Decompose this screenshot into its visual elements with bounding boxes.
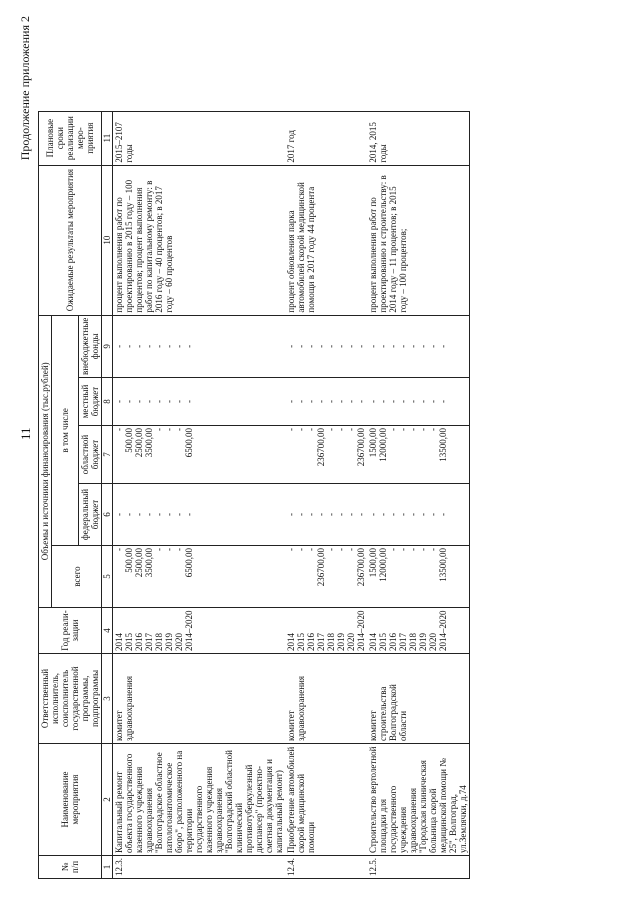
federal-value: - — [316, 513, 326, 516]
col-number: 1 — [102, 856, 113, 879]
federal-value: - — [124, 513, 134, 516]
expected-results: процент обновления парка автомобилей скорой медицинской помощи в 2017 году 44 процента — [285, 165, 367, 315]
total-value: - — [164, 548, 174, 551]
header-local: местный бюджет — [79, 378, 102, 426]
header-including: в том числе — [52, 315, 79, 545]
local-value: - — [326, 400, 336, 403]
federal — [285, 484, 367, 546]
years-value: 2018 — [408, 633, 418, 651]
years — [285, 608, 367, 654]
federal-value: - — [306, 513, 316, 516]
years-value: 2015 — [296, 633, 306, 651]
header-federal: федеральный бюджет — [79, 484, 102, 546]
local-value: - — [398, 400, 408, 403]
planned-term: 2014, 2015 годы — [367, 111, 470, 165]
measure-name: Капитальный ремонт объекта государственного казенного учреждения здравоохранения "Волгоградское областное патологоанатомическое бюро", расположенного на территории государственного казенного учреждения здравоохранения "Волгоградский областной клинический противотуберкулезный диспансер" (проектно-сметная документация и капитальный ремонт) — [113, 744, 286, 856]
table-row — [113, 111, 286, 878]
regional-value: - — [418, 428, 428, 431]
federal — [367, 484, 470, 546]
measures-table — [38, 111, 470, 879]
local-value: - — [356, 400, 366, 403]
federal-value: - — [154, 513, 164, 516]
years-value: 2017 — [398, 633, 408, 651]
regional-value: 236700,00 — [356, 428, 366, 467]
local-value: - — [306, 400, 316, 403]
local-value: - — [336, 400, 346, 403]
header-results: Ожидаемые результаты мероприятия — [39, 165, 102, 315]
local-value: - — [134, 400, 144, 403]
column-numbers-row — [102, 111, 113, 878]
offbudget-value: - — [184, 344, 194, 348]
total-value: - — [306, 548, 316, 551]
local-value: - — [346, 400, 356, 403]
offbudget-value: - — [378, 344, 388, 348]
col-number: 4 — [102, 608, 113, 654]
total-value: - — [408, 548, 418, 551]
col-number: 10 — [102, 165, 113, 315]
measure-name: Приобретение автомобилей скорой медицинской помощи — [285, 744, 367, 856]
offbudget-value: - — [408, 344, 418, 348]
total-value: 500,00 — [124, 548, 134, 573]
federal-value: - — [378, 513, 388, 516]
row-number: 12.3. — [113, 856, 286, 879]
responsible: комитет строительства Волгоградской области — [367, 654, 470, 744]
federal-value: - — [438, 513, 448, 516]
years-value: 2014 — [368, 633, 378, 651]
federal-value: - — [134, 513, 144, 516]
years-value: 2014 — [286, 633, 296, 651]
federal-value: - — [418, 513, 428, 516]
local-value: - — [164, 400, 174, 403]
total-value: - — [154, 548, 164, 551]
local-value: - — [124, 400, 134, 403]
row-number: 12.4. — [285, 856, 367, 879]
col-number: 7 — [102, 426, 113, 484]
years-value: 2017 — [316, 633, 326, 651]
total-value: 236700,00 — [356, 548, 366, 587]
local-value: - — [174, 400, 184, 403]
planned-term: 2017 год — [285, 111, 367, 165]
total-value: 6500,00 — [184, 548, 194, 578]
local-value: - — [418, 400, 428, 403]
federal-value: - — [144, 513, 154, 516]
total-value: - — [418, 548, 428, 551]
years-value: 2020 — [428, 633, 438, 651]
total-value: 3500,00 — [144, 548, 154, 578]
regional-value: - — [296, 428, 306, 431]
local-value: - — [286, 400, 296, 403]
regional-value: - — [336, 428, 346, 431]
federal-value: - — [296, 513, 306, 516]
years-value: 2019 — [336, 633, 346, 651]
offbudget-value: - — [286, 344, 296, 348]
offbudget-value: - — [368, 344, 378, 348]
offbudget-value: - — [134, 344, 144, 348]
local-value: - — [114, 400, 124, 403]
federal-value: - — [346, 513, 356, 516]
regional-value: - — [408, 428, 418, 431]
local-value: - — [296, 400, 306, 403]
local — [113, 378, 286, 426]
years-value: 2018 — [326, 633, 336, 651]
regional — [367, 426, 470, 484]
local-value: - — [144, 400, 154, 403]
offbudget-value: - — [428, 344, 438, 348]
offbudget-value: - — [346, 344, 356, 348]
total-value: - — [428, 548, 438, 551]
local-value: - — [388, 400, 398, 403]
federal-value: - — [286, 513, 296, 516]
federal-value: - — [428, 513, 438, 516]
years-value: 2015 — [124, 633, 134, 651]
table-row — [285, 111, 367, 878]
total-value: - — [388, 548, 398, 551]
measure-name: Строительство вертолетной площадки для государственного учреждения здравоохранения "Городская клиническая больница скорой медицинской помощи № 25", Волгоград, ул.Землячки, д.74 — [367, 744, 470, 856]
local-value: - — [438, 400, 448, 403]
years-value: 2016 — [388, 633, 398, 651]
regional — [285, 426, 367, 484]
federal — [113, 484, 286, 546]
header-offbudget: внебюджетные фонды — [79, 315, 102, 377]
regional-value: - — [306, 428, 316, 431]
years-value: 2014–2020 — [438, 610, 448, 651]
offbudget — [285, 315, 367, 377]
col-number: 2 — [102, 744, 113, 856]
header-term: Плановые сроки реализации меро-приятия — [39, 111, 102, 165]
offbudget — [113, 315, 286, 377]
col-number: 6 — [102, 484, 113, 546]
offbudget-value: - — [306, 344, 316, 348]
local-value: - — [184, 400, 194, 403]
regional-value: - — [154, 428, 164, 431]
offbudget-value: - — [144, 344, 154, 348]
local-value: - — [316, 400, 326, 403]
offbudget-value: - — [174, 344, 184, 348]
federal-value: - — [174, 513, 184, 516]
years-value: 2019 — [418, 633, 428, 651]
years — [367, 608, 470, 654]
regional — [113, 426, 286, 484]
regional-value: - — [164, 428, 174, 431]
expected-results: процент выполнения работ по проектированию и строительству: в 2014 году – 11 процентов; в 2015 году – 100 процентов; — [367, 165, 470, 315]
federal-value: - — [326, 513, 336, 516]
offbudget-value: - — [164, 344, 174, 348]
total-value: - — [296, 548, 306, 551]
regional-value: - — [326, 428, 336, 431]
federal-value: - — [184, 513, 194, 516]
expected-results: процент выполнения работ по проектированию в 2015 году – 100 процентов; процент выполнения работ по капитальному ремонту: в 2016 году – 40 процентов; в 2017 году – 60 процентов — [113, 165, 286, 315]
federal-value: - — [388, 513, 398, 516]
total-value: - — [326, 548, 336, 551]
total — [367, 546, 470, 608]
offbudget-value: - — [326, 344, 336, 348]
local-value: - — [408, 400, 418, 403]
regional-value: - — [114, 428, 124, 431]
total-value: 1500,00 — [368, 548, 378, 578]
total-value: 236700,00 — [316, 548, 326, 587]
col-number: 3 — [102, 654, 113, 744]
offbudget-value: - — [154, 344, 164, 348]
years-value: 2015 — [378, 633, 388, 651]
offbudget-value: - — [124, 344, 134, 348]
header-regional: областной бюджет — [79, 426, 102, 484]
total-value: - — [286, 548, 296, 551]
regional-value: - — [286, 428, 296, 431]
col-number: 11 — [102, 111, 113, 165]
responsible: комитет здравоохранения — [285, 654, 367, 744]
header-name: Наименование мероприятия — [39, 744, 102, 856]
col-number: 9 — [102, 315, 113, 377]
years-value: 2017 — [144, 633, 154, 651]
offbudget-value: - — [418, 344, 428, 348]
header-responsible: Ответственный исполнитель, соисполнитель государственной программы, подпрограммы — [39, 654, 102, 744]
total-value: - — [346, 548, 356, 551]
local — [285, 378, 367, 426]
years — [113, 608, 286, 654]
regional-value: 2500,00 — [134, 428, 144, 458]
years-value: 2020 — [174, 633, 184, 651]
planned-term: 2015–2107 годы — [113, 111, 286, 165]
offbudget-value: - — [114, 344, 124, 348]
total-value: 12000,00 — [378, 548, 388, 582]
col-number: 5 — [102, 546, 113, 608]
offbudget-value: - — [398, 344, 408, 348]
offbudget-value: - — [438, 344, 448, 348]
years-value: 2014–2020 — [356, 610, 366, 651]
page-number: 11 — [18, 427, 33, 440]
header-year: Год реали-зации — [39, 608, 102, 654]
offbudget-value: - — [356, 344, 366, 348]
offbudget — [367, 315, 470, 377]
total-value: - — [174, 548, 184, 551]
regional-value: 1500,00 — [368, 428, 378, 458]
total — [285, 546, 367, 608]
local-value: - — [428, 400, 438, 403]
regional-value: - — [346, 428, 356, 431]
local-value: - — [154, 400, 164, 403]
regional-value: 6500,00 — [184, 428, 194, 458]
regional-value: - — [398, 428, 408, 431]
regional-value: 13500,00 — [438, 428, 448, 462]
total-value: - — [398, 548, 408, 551]
regional-value: - — [428, 428, 438, 431]
total — [113, 546, 286, 608]
regional-value: - — [174, 428, 184, 431]
responsible: комитет здравоохранения — [113, 654, 286, 744]
years-value: 2020 — [346, 633, 356, 651]
continuation-label: Продолжение приложения 2 — [18, 16, 32, 161]
federal-value: - — [356, 513, 366, 516]
years-value: 2014–2020 — [184, 610, 194, 651]
total-value: - — [336, 548, 346, 551]
federal-value: - — [336, 513, 346, 516]
total-value: 13500,00 — [438, 548, 448, 582]
table-row — [367, 111, 470, 878]
regional-value: 12000,00 — [378, 428, 388, 462]
federal-value: - — [408, 513, 418, 516]
total-value: - — [114, 548, 124, 551]
local — [367, 378, 470, 426]
row-number: 12.5. — [367, 856, 470, 879]
offbudget-value: - — [388, 344, 398, 348]
total-value: 2500,00 — [134, 548, 144, 578]
years-value: 2019 — [164, 633, 174, 651]
offbudget-value: - — [316, 344, 326, 348]
col-number: 8 — [102, 378, 113, 426]
federal-value: - — [164, 513, 174, 516]
regional-value: - — [388, 428, 398, 431]
offbudget-value: - — [296, 344, 306, 348]
years-value: 2018 — [154, 633, 164, 651]
regional-value: 3500,00 — [144, 428, 154, 458]
regional-value: 500,00 — [124, 428, 134, 453]
federal-value: - — [398, 513, 408, 516]
federal-value: - — [114, 513, 124, 516]
offbudget-value: - — [336, 344, 346, 348]
regional-value: 236700,00 — [316, 428, 326, 467]
local-value: - — [378, 400, 388, 403]
local-value: - — [368, 400, 378, 403]
years-value: 2016 — [134, 633, 144, 651]
header-num: № п/п — [39, 856, 102, 879]
federal-value: - — [368, 513, 378, 516]
header-total: всего — [52, 546, 102, 608]
header-financing: Объемы и источники финансирования (тыс.рублей) — [39, 315, 52, 607]
years-value: 2014 — [114, 633, 124, 651]
years-value: 2016 — [306, 633, 316, 651]
